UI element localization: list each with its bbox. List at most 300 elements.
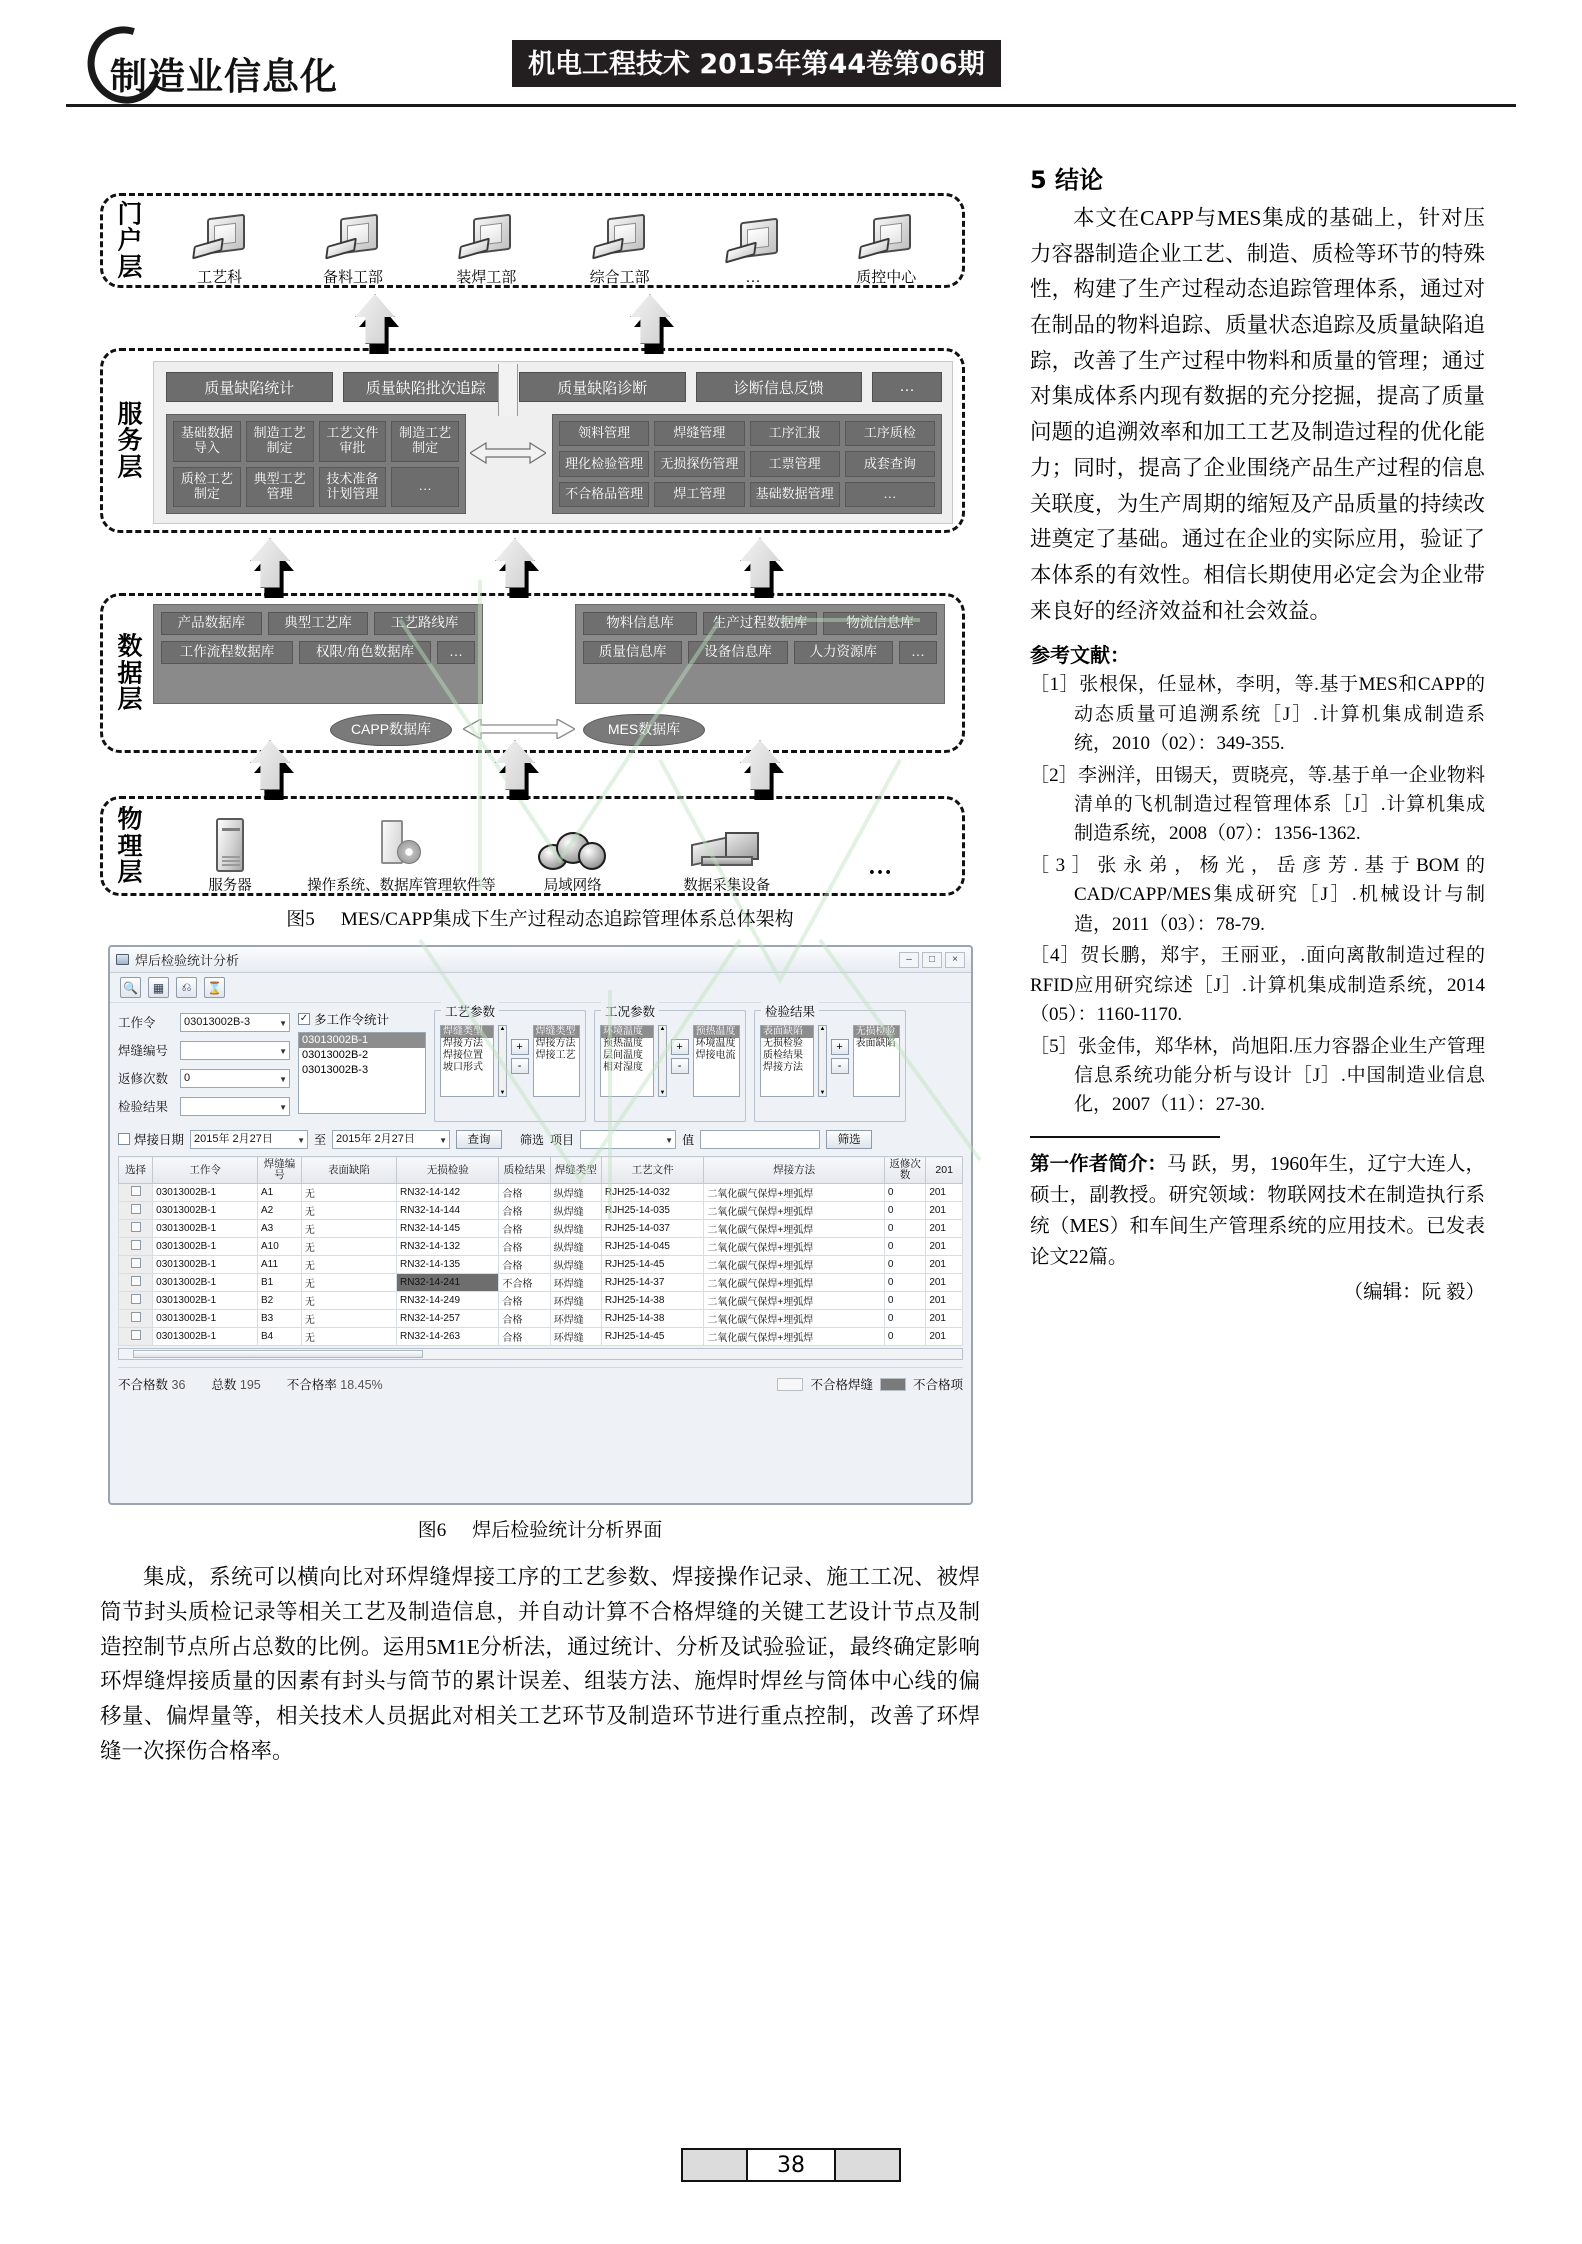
remove-button[interactable]: - [511,1058,529,1074]
cell-surface-defect: 无 [301,1328,396,1346]
add-button[interactable]: + [831,1039,849,1055]
list-item[interactable]: 质检结果 [763,1050,803,1061]
left-column [100,168,980,1769]
cell-process-doc: RJH25-14-037 [601,1220,703,1238]
author-bio-label: 第一作者简介： [1030,1151,1168,1175]
row-select-checkbox[interactable] [119,1202,153,1220]
service-cell: 工序汇报 [750,421,840,446]
row-select-checkbox[interactable] [119,1220,153,1238]
col-extra: 201 [926,1157,963,1184]
add-button[interactable]: + [511,1039,529,1055]
service-groups [166,414,942,514]
filter-icon[interactable]: ⌛ [204,977,225,998]
cell-weld-method: 二氧化碳气保焊+埋弧焊 [704,1292,885,1310]
table-row[interactable] [119,1220,963,1238]
fail-rate [287,1375,383,1393]
figure5-architecture-diagram [100,168,980,898]
service-cell: 工艺文件审批 [319,421,387,462]
date-to-input[interactable]: 2015年 2月27日 ▼ [332,1130,450,1149]
service-layer [100,348,965,533]
table-row[interactable] [119,1274,963,1292]
multi-work-order-column [298,1010,426,1122]
table-row[interactable] [119,1256,963,1274]
physical-item [650,803,804,895]
data-row [583,612,937,635]
header-divider [66,104,1516,107]
reference-item: ［5］张金伟，郑华林，尚旭阳.压力容器企业生产管理信息系统功能分析与设计［J］.中国制造业信息化，2007（11）：27-30. [1030,1035,1485,1116]
cell-work-order: 03013002B-1 [153,1274,258,1292]
cell-repair-count: 0 [884,1310,925,1328]
weld-date-label: 焊接日期 [134,1133,185,1147]
service-cell: 工票管理 [750,451,840,476]
repair-count-row [118,1066,290,1090]
service-cell: 工序质检 [845,421,935,446]
portal-item [153,196,286,291]
cell-ndt: RN32-14-132 [397,1238,499,1256]
work-order-listbox[interactable] [298,1032,426,1114]
cell-qc-result: 合格 [499,1184,550,1202]
service-cell-more: … [845,482,935,507]
data-layer-label: 数据层 [117,631,143,714]
checkbox-mark-icon: ✓ [299,1013,309,1024]
data-cell: 典型工艺库 [268,612,369,635]
horizontal-scrollbar[interactable] [118,1348,963,1360]
col-seam-no: 焊缝编号 [258,1157,302,1184]
cell-qc-result: 合格 [499,1256,550,1274]
legend [777,1375,963,1393]
work-order-option[interactable]: 03013002B-3 [302,1064,369,1076]
cell-seam-type: 纵焊缝 [550,1256,601,1274]
col-qc-result: 质检结果 [499,1157,550,1184]
search-icon[interactable]: 🔍 [120,977,141,998]
cell-seam-type: 环焊缝 [550,1328,601,1346]
checkbox-icon[interactable] [131,1186,141,1196]
checkbox-icon[interactable] [131,1312,141,1322]
figure6-caption-text: 焊后检验统计分析界面 [472,1520,663,1541]
filter-value-input[interactable] [700,1130,820,1149]
transfer-buttons [671,1025,689,1074]
cell-work-order: 03013002B-1 [153,1328,258,1346]
flow-arrow-icon [250,538,294,598]
service-cell-more: … [391,467,459,508]
service-cell: 理化检验管理 [559,451,649,476]
cell-qc-result: 合格 [499,1238,550,1256]
fail-rate-value: 18.45% [340,1378,383,1393]
desktop-computer-icon [593,216,647,264]
list-item[interactable]: 无损检验 [763,1038,803,1049]
work-order-row [118,1010,290,1034]
figure6-app-screenshot [108,945,973,1505]
cell-process-doc: RJH25-14-37 [601,1274,703,1292]
portal-layer-label: 门户层 [117,198,143,281]
col-surface-defect: 表面缺陷 [301,1157,396,1184]
service-layer-label: 服务层 [117,398,143,481]
list-header: 表面缺陷 [761,1026,813,1038]
cell-extra: 201 [926,1328,963,1346]
table-row[interactable] [119,1238,963,1256]
checkbox-icon[interactable] [131,1330,141,1340]
checkbox-icon[interactable] [131,1204,141,1214]
physical-item [153,803,307,895]
filter-section-label: 筛选 [520,1132,545,1147]
seam-no-input[interactable] [180,1041,290,1060]
cell-seam-type: 环焊缝 [550,1292,601,1310]
cell-extra: 201 [926,1292,963,1310]
cell-surface-defect: 无 [301,1274,396,1292]
condition-params-dual-list [600,1025,740,1097]
cell-process-doc: RJH25-14-035 [601,1202,703,1220]
transfer-buttons [511,1025,529,1074]
service-cell: 技术准备计划管理 [319,467,387,508]
list-item[interactable]: 焊接电流 [695,1050,736,1061]
maximize-button[interactable]: □ [922,952,942,968]
portal-item-label: … [745,270,761,286]
cell-seam-no: B1 [258,1274,302,1292]
data-cell: 人力资源库 [794,641,893,664]
data-cell: 产品数据库 [161,612,262,635]
cell-work-order: 03013002B-1 [153,1256,258,1274]
cell-surface-defect: 无 [301,1256,396,1274]
seam-no-label: 焊缝编号 [118,1044,169,1058]
cell-weld-method: 二氧化碳气保焊+埋弧焊 [704,1220,885,1238]
table-row[interactable] [119,1184,963,1202]
cell-seam-type: 纵焊缝 [550,1220,601,1238]
data-layer [100,593,965,753]
add-button[interactable]: + [671,1039,689,1055]
refresh-icon[interactable]: ⎌ [176,977,197,998]
repair-count-input[interactable]: 0 ▼ [180,1069,290,1088]
process-params-legend: 工艺参数 [441,1002,499,1020]
cell-extra: 201 [926,1202,963,1220]
physical-item [496,803,650,895]
cell-surface-defect: 无 [301,1292,396,1310]
cell-qc-result: 合格 [499,1292,550,1310]
cell-seam-type: 环焊缝 [550,1310,601,1328]
portal-item [286,196,419,291]
journal-brand: 制造业信息化 [110,55,338,98]
apply-filter-button[interactable]: 筛选 [826,1130,872,1149]
process-available-list[interactable] [440,1025,494,1097]
cell-seam-no: B4 [258,1328,302,1346]
list-item[interactable]: 层间温度 [603,1050,643,1061]
filter-item-input[interactable] [580,1130,676,1149]
page-number: 38 [746,2150,836,2180]
checkbox-icon[interactable] [131,1294,141,1304]
weld-date-checkbox[interactable] [118,1130,184,1148]
service-cell: 质检工艺制定 [173,467,241,508]
portal-item-label: 工艺科 [197,270,243,286]
cell-qc-result: 合格 [499,1220,550,1238]
cell-qc-result: 合格 [499,1328,550,1346]
page-header [0,0,1582,110]
data-cell: 设备信息库 [688,641,787,664]
cell-work-order: 03013002B-1 [153,1238,258,1256]
result-available-list[interactable] [760,1025,814,1097]
service-top-cell: 质量缺陷批次追踪 [343,372,510,402]
cell-seam-type: 环焊缝 [550,1274,601,1292]
data-cell-more: … [437,641,475,664]
checkbox-icon[interactable] [131,1222,141,1232]
cell-ndt: RN32-14-135 [397,1256,499,1274]
author-bio-text: 马 跃，男，1960年生，辽宁大连人，硕士，副教授。研究领域：物联网技术在制造执行系统（MES）和车间生产管理系统的应用技术。已发表论文22篇。 [1030,1153,1485,1269]
service-top-row [166,372,942,402]
service-cell: 焊缝管理 [654,421,744,446]
app-window-title: 焊后检验统计分析 [135,953,240,968]
list-item[interactable]: 坡口形式 [443,1062,483,1073]
figure5-caption-number: 图5 [286,909,315,930]
data-row [161,612,475,635]
query-button[interactable]: 查询 [456,1130,502,1149]
editor-credit: （编辑：阮 毅） [1343,1281,1485,1303]
row-select-checkbox[interactable] [119,1256,153,1274]
figure5-caption-text: MES/CAPP集成下生产过程动态追踪管理体系总体架构 [340,909,794,930]
scrollbar[interactable] [498,1025,506,1097]
list-item[interactable]: 焊接工艺 [535,1050,576,1061]
cell-process-doc: RJH25-14-045 [601,1238,703,1256]
checkbox-icon [118,1133,130,1145]
cell-ndt: RN32-14-145 [397,1220,499,1238]
list-item[interactable]: 焊接方法 [535,1038,576,1049]
service-cell: 典型工艺管理 [246,467,314,508]
cell-seam-no: B2 [258,1292,302,1310]
work-order-option[interactable]: 03013002B-1 [299,1033,425,1048]
right-column [1030,160,1485,1304]
filter-fields-column [118,1010,290,1122]
app-window-icon [116,954,129,965]
data-cell: 权限/角色数据库 [299,641,431,664]
author-bio [1030,1148,1485,1274]
row-select-checkbox[interactable] [119,1238,153,1256]
inspection-result-row [118,1094,290,1118]
service-cell: 焊工管理 [654,482,744,507]
cell-repair-count: 0 [884,1256,925,1274]
condition-selected-list[interactable] [693,1025,740,1097]
cell-process-doc: RJH25-14-38 [601,1310,703,1328]
list-item[interactable]: 焊接位置 [443,1050,483,1061]
cell-surface-defect: 无 [301,1238,396,1256]
close-button[interactable]: × [945,952,965,968]
app-body [110,1004,971,1503]
fail-count-label: 不合格数 [118,1378,169,1393]
software-disc-icon [375,818,427,872]
row-select-checkbox[interactable] [119,1274,153,1292]
query-bar [118,1127,963,1151]
row-select-checkbox[interactable] [119,1328,153,1346]
cell-ndt: RN32-14-257 [397,1310,499,1328]
list-item[interactable]: 表面缺陷 [855,1038,896,1049]
fail-count [118,1375,185,1393]
checkbox-icon[interactable] [131,1240,141,1250]
app-titlebar [110,947,971,973]
legend-swatch-fail-item [880,1378,906,1391]
list-header: 无损检验 [854,1026,899,1038]
col-weld-method: 焊接方法 [704,1157,885,1184]
process-selected-list[interactable] [533,1025,580,1097]
cell-extra: 201 [926,1274,963,1292]
cell-extra: 201 [926,1184,963,1202]
list-header: 环境温度 [601,1026,653,1038]
result-dual-list [760,1025,900,1097]
date-from-input[interactable]: 2015年 2月27日 ▼ [190,1130,308,1149]
cell-ndt: RN32-14-249 [397,1292,499,1310]
flow-arrow-icon [495,538,539,598]
checkbox-icon[interactable] [131,1276,141,1286]
data-cell-more: … [899,641,937,664]
scrollbar[interactable] [658,1025,666,1097]
data-cell: 质量信息库 [583,641,682,664]
service-group-capp [166,414,466,514]
service-vertical-connector [498,364,518,416]
service-cell: 领料管理 [559,421,649,446]
portal-item-label: 综合工部 [589,270,650,286]
inspection-result-input[interactable] [180,1097,290,1116]
table-row[interactable] [119,1310,963,1328]
data-row [161,641,475,664]
table-row[interactable] [119,1202,963,1220]
window-controls [899,952,965,968]
row-select-checkbox[interactable] [119,1310,153,1328]
reference-item: ［1］张根保，任显林，李明，等.基于MES和CAPP的动态质量可追溯系统［J］.计算机集成制造系统，2010（02）：349-355. [1030,674,1485,755]
cell-seam-type: 纵焊缝 [550,1238,601,1256]
data-cell: 工作流程数据库 [161,641,293,664]
work-order-input[interactable]: 03013002B-3 ▼ [180,1013,290,1032]
table-header-row [119,1157,963,1184]
ellipsis-icon: … [867,854,894,880]
fail-rate-label: 不合格率 [286,1378,337,1393]
remove-button[interactable]: - [671,1058,689,1074]
list-item[interactable]: 环境温度 [695,1038,736,1049]
list-header: 焊缝类型 [441,1026,493,1038]
cell-repair-count: 0 [884,1274,925,1292]
condition-params-group [594,1005,746,1122]
cell-work-order: 03013002B-1 [153,1310,258,1328]
flow-arrow-icon [630,294,674,354]
service-top-cell: 诊断信息反馈 [696,372,863,402]
cell-process-doc: RJH25-14-45 [601,1256,703,1274]
data-group-capp [153,604,483,704]
data-cell: 物流信息库 [823,612,937,635]
capp-database-cylinder: CAPP数据库 [330,714,452,746]
cell-weld-method: 二氧化碳气保焊+埋弧焊 [704,1328,885,1346]
minimize-button[interactable]: – [899,952,919,968]
legend-swatch-fail-seam [777,1378,803,1391]
portal-item [420,196,553,291]
chart-icon[interactable]: ▦ [148,977,169,998]
physical-item-label: 数据采集设备 [683,878,771,894]
list-item[interactable]: 预热温度 [603,1038,643,1049]
condition-available-list[interactable] [600,1025,654,1097]
checkbox-icon[interactable] [131,1258,141,1268]
bio-divider [1030,1136,1220,1138]
portal-item-label: 装焊工部 [456,270,517,286]
server-icon [216,818,244,872]
col-work-order: 工作令 [153,1157,258,1184]
remove-button[interactable]: - [831,1058,849,1074]
portal-item-label: 质控中心 [856,270,917,286]
list-item[interactable]: 相对湿度 [603,1062,643,1073]
cell-work-order: 03013002B-1 [153,1220,258,1238]
cell-ndt: RN32-14-144 [397,1202,499,1220]
portal-item [686,196,819,291]
result-selected-list[interactable] [853,1025,900,1097]
desktop-computer-icon [859,216,913,264]
row-select-checkbox[interactable] [119,1184,153,1202]
cell-qc-result: 合格 [499,1310,550,1328]
work-order-option[interactable]: 03013002B-2 [302,1049,369,1061]
col-select: 选择 [119,1157,153,1184]
desktop-computer-icon [326,216,380,264]
cell-extra: 201 [926,1220,963,1238]
cell-surface-defect: 无 [301,1184,396,1202]
inspection-result-group [754,1005,906,1122]
physical-item [804,803,958,895]
mes-database-cylinder: MES数据库 [583,714,705,746]
cell-surface-defect: 无 [301,1202,396,1220]
cell-work-order: 03013002B-1 [153,1184,258,1202]
condition-params-legend: 工况参数 [601,1002,659,1020]
app-window [108,945,973,1505]
cell-repair-count: 0 [884,1202,925,1220]
list-item[interactable]: 焊接方法 [763,1062,803,1073]
row-select-checkbox[interactable] [119,1292,153,1310]
cell-work-order: 03013002B-1 [153,1292,258,1310]
service-cell: 基础数据导入 [173,421,241,462]
physical-item-label: 局域网络 [543,878,602,894]
cell-repair-count: 0 [884,1184,925,1202]
left-column-body-text [100,1560,980,1769]
multi-work-order-checkbox[interactable] [298,1010,426,1028]
service-cell: 不合格品管理 [559,482,649,507]
cell-repair-count: 0 [884,1328,925,1346]
left-body-paragraph: 集成，系统可以横向比对环焊缝焊接工序的工艺参数、焊接操作记录、施工工况、被焊筒节封头质检记录等相关工艺及制造信息，并自动计算不合格焊缝的关键工艺设计节点及制造控制节点所占总数的比例。运用5M1E分析法，通过统计、分析及试验验证，最终确定影响环焊缝焊接质量的因素有封头与筒节的累计误差、组装方法、施焊时焊丝与筒体中心线的偏移量、偏焊量等，相关技术人员据此对相关工艺环节及制造环节进行重点控制，改善了环焊缝一次探伤合格率。 [100,1565,980,1764]
physical-item-label: 操作系统、数据库管理软件等 [307,878,496,894]
cloud-network-icon [538,830,608,872]
service-top-cell: 质量缺陷统计 [166,372,333,402]
scrollbar[interactable] [818,1025,826,1097]
process-params-dual-list [440,1025,580,1097]
desktop-computer-icon [726,220,780,268]
reference-item: ［2］李洲洋，田锡天，贾晓亮，等.基于单一企业物料清单的飞机制造过程管理体系［J］.计算机集成制造系统，2008（07）：1356-1362. [1030,764,1485,845]
cell-seam-no: A3 [258,1220,302,1238]
cell-ndt: RN32-14-263 [397,1328,499,1346]
cell-seam-no: B3 [258,1310,302,1328]
conclusion-text [1030,201,1485,629]
list-item[interactable]: 焊接方法 [443,1038,483,1049]
total-count-value: 195 [239,1378,261,1393]
list-header: 预热温度 [694,1026,739,1038]
cell-weld-method: 二氧化碳气保焊+埋弧焊 [704,1238,885,1256]
flow-arrow-icon [740,740,784,800]
multi-work-order-label: 多工作令统计 [314,1013,390,1027]
physical-item [307,803,496,895]
page-number-box [681,2148,901,2182]
service-cell: 制造工艺制定 [246,421,314,462]
table-row[interactable] [119,1292,963,1310]
work-order-label: 工作令 [118,1016,156,1030]
cell-qc-result: 合格 [499,1202,550,1220]
cell-extra: 201 [926,1238,963,1256]
physical-items [153,803,958,895]
cell-surface-defect: 无 [301,1310,396,1328]
date-to-label: 至 [314,1132,327,1147]
service-cell: 制造工艺制定 [391,421,459,462]
table-row[interactable] [119,1328,963,1346]
cell-seam-type: 纵焊缝 [550,1184,601,1202]
cell-extra: 201 [926,1310,963,1328]
cell-weld-method: 二氧化碳气保焊+埋弧焊 [704,1310,885,1328]
list-header: 焊缝类型 [534,1026,579,1038]
figure5-caption [100,904,980,931]
